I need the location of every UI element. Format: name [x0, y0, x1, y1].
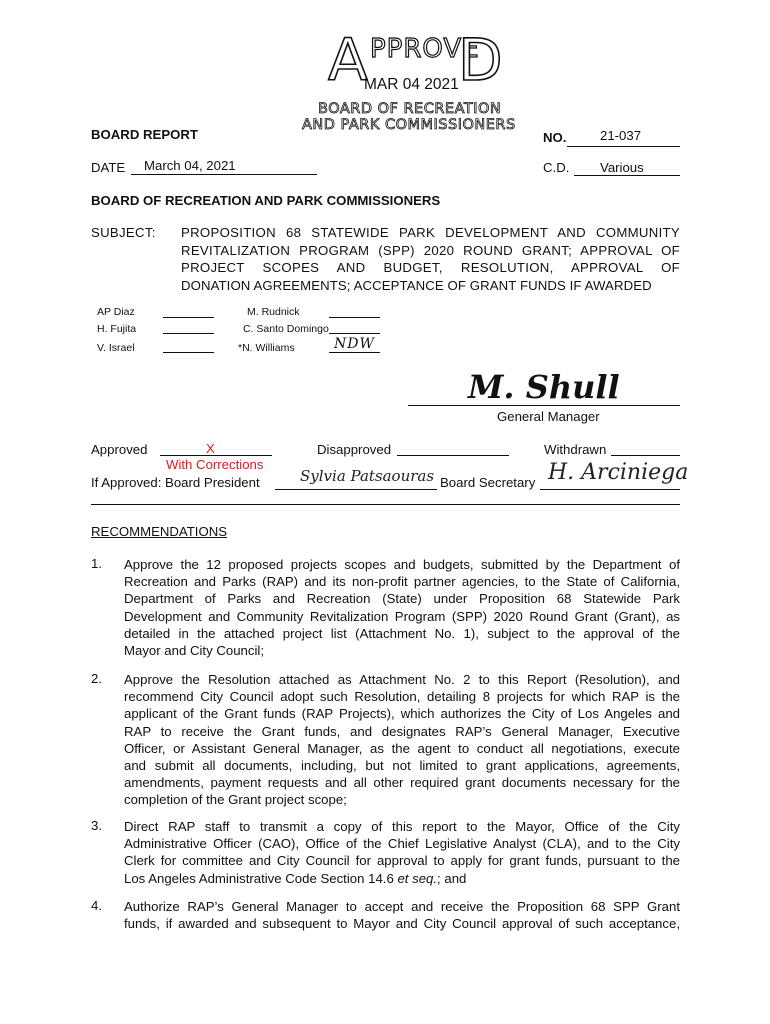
recommendation-line: RAP to receive the Grant funds, and designates RAP’s General Manager, Executive — [124, 723, 680, 739]
date-value: March 04, 2021 — [144, 158, 236, 173]
reviewer-name: V. Israel — [97, 342, 135, 354]
stamp-date: MAR 04 2021 — [364, 76, 459, 93]
subject-line: PROPOSITION 68 STATEWIDE PARK DEVELOPMENT AND COMMUNITY — [181, 225, 680, 240]
withdrawn-line — [611, 455, 680, 456]
stamp-letter-a: A — [328, 26, 368, 94]
reviewer-line — [329, 352, 380, 353]
general-manager-label: General Manager — [497, 409, 600, 424]
disapproved-line — [397, 455, 509, 456]
reviewer-name: C. Santo Domingo — [243, 323, 329, 335]
stamp-line-2: AND PARK COMMISSIONERS — [302, 117, 516, 133]
recommendation-item — [124, 818, 680, 887]
recommendation-line: Officer, or Assistant General Manager, as the agent to conduct all negotiations, execute — [124, 740, 680, 756]
board-president-signature: Sylvia Patsaouras — [300, 467, 435, 485]
recommendation-number: 1. — [91, 556, 102, 571]
reviewer-line — [329, 333, 380, 334]
recommendation-number: 4. — [91, 898, 102, 913]
board-title: BOARD OF RECREATION AND PARK COMMISSIONERS — [91, 193, 441, 208]
subject-label: SUBJECT: — [91, 225, 156, 240]
report-no-label: NO. — [543, 130, 567, 145]
recommendation-line: amendments, payment requests and all other required grant documents necessary for the — [124, 775, 680, 791]
reviewer-name: AP Diaz — [97, 306, 135, 318]
recommendation-line: Approve the 12 proposed projects scopes and budgets, submitted by the Department of — [124, 557, 680, 572]
subject-line: DONATION AGREEMENTS; ACCEPTANCE OF GRANT FUNDS IF AWARDED — [181, 277, 652, 293]
approved-label: Approved — [91, 442, 148, 457]
board-secretary-label: Board Secretary — [440, 475, 536, 490]
stamp-line-1: BOARD OF RECREATION — [318, 101, 502, 117]
general-manager-signature: M. Shull — [468, 368, 620, 406]
recommendation-line: recommend City Council adopt such Resolution, detailing 8 projects for which RAP is the — [124, 689, 680, 705]
reviewer-name: M. Rudnick — [247, 306, 300, 318]
recommendations-heading: RECOMMENDATIONS — [91, 524, 228, 539]
board-president-line — [275, 489, 437, 490]
recommendation-line — [124, 870, 680, 887]
recommendation-line: funds, if awarded and subsequent to Mayor and City Council approval of such acceptance, — [124, 916, 680, 932]
stamp-approve-text: PPROVE — [370, 34, 480, 64]
recommendation-number: 2. — [91, 671, 102, 686]
recommendation-line: Clerk for committee and City Council for approval to apply for grant funds, pursuant to the — [124, 853, 680, 869]
subject-line: PROJECT SCOPES AND BUDGET, RESOLUTION, APPROVAL OF — [181, 260, 680, 276]
recommendation-line: Direct RAP staff to transmit a copy of this report to the Mayor, Office of the City — [124, 819, 680, 834]
recommendation-line: applicant of the Grant funds (RAP Projects), which authorizes the City of Los Angeles and — [124, 706, 680, 722]
reviewer-line — [163, 333, 214, 334]
date-label: DATE — [91, 160, 126, 175]
recommendation-number: 3. — [91, 818, 102, 833]
cd-label: C.D. — [543, 160, 570, 175]
recommendation-item — [124, 671, 680, 809]
recommendation-line: detailed in the attached project list (Attachment No. 1), subject to the approval of the — [124, 625, 680, 641]
approved-mark: X — [206, 441, 215, 456]
reviewer-line — [329, 317, 380, 318]
section-divider — [91, 504, 680, 505]
et-seq-italic: et seq. — [397, 870, 438, 886]
reviewer-name: *N. Williams — [238, 342, 295, 354]
recommendation-line-text: Los Angeles Administrative Code Section 14.6 — [124, 870, 398, 886]
recommendation-line: Authorize RAP’s General Manager to accept and receive the Proposition 68 SPP Grant — [124, 899, 680, 914]
reviewer-initials: NDW — [334, 336, 375, 352]
recommendation-line: Recreation and Parks (RAP) and its non-profit partner agencies, to the State of California, — [124, 574, 680, 590]
reviewer-line — [163, 352, 214, 353]
general-manager-signature-line — [408, 405, 680, 406]
recommendation-item — [124, 898, 680, 932]
reviewer-line — [163, 317, 214, 318]
cd-value: Various — [600, 160, 644, 175]
withdrawn-label: Withdrawn — [544, 442, 607, 457]
recommendation-item — [124, 556, 680, 659]
date-underline — [131, 174, 317, 175]
recommendation-line: Approve the Resolution attached as Attachment No. 2 to this Report (Resolution), and — [124, 672, 680, 687]
recommendation-line: Mayor and City Council; — [124, 643, 264, 659]
subject-text — [181, 224, 680, 294]
subject-line: REVITALIZATION PROGRAM (SPP) 2020 ROUND GRANT; APPROVAL OF — [181, 242, 680, 258]
recommendation-line: Development and Community Revitalization Program (SPP) 2020 Round Grant (Grant), as — [124, 608, 680, 624]
board-report-label: BOARD REPORT — [91, 127, 198, 142]
stamp-letter-d: D — [458, 26, 503, 94]
report-no-value: 21-037 — [600, 128, 642, 143]
board-secretary-line — [540, 489, 680, 490]
recommendation-line-text: ; and — [437, 870, 467, 886]
board-secretary-signature: H. Arciniega — [548, 460, 689, 485]
recommendation-line: Administrative Officer (CAO), Office of the Chief Legislative Analyst (CLA), and to the City — [124, 836, 680, 852]
cd-underline — [574, 175, 680, 176]
disapproved-label: Disapproved — [317, 442, 392, 457]
report-no-underline — [567, 146, 680, 147]
recommendation-line: Department of Parks and Recreation (State) under Proposition 68 Statewide Park — [124, 591, 680, 607]
recommendation-line: and submit all documents, including, but not limited to grant applications, agreements, — [124, 758, 680, 774]
with-corrections-note: With Corrections — [166, 457, 264, 472]
reviewer-name: H. Fujita — [97, 323, 137, 335]
if-approved-label: If Approved: Board President — [91, 475, 260, 490]
recommendation-line: completion of the Grant project scope; — [124, 792, 347, 808]
